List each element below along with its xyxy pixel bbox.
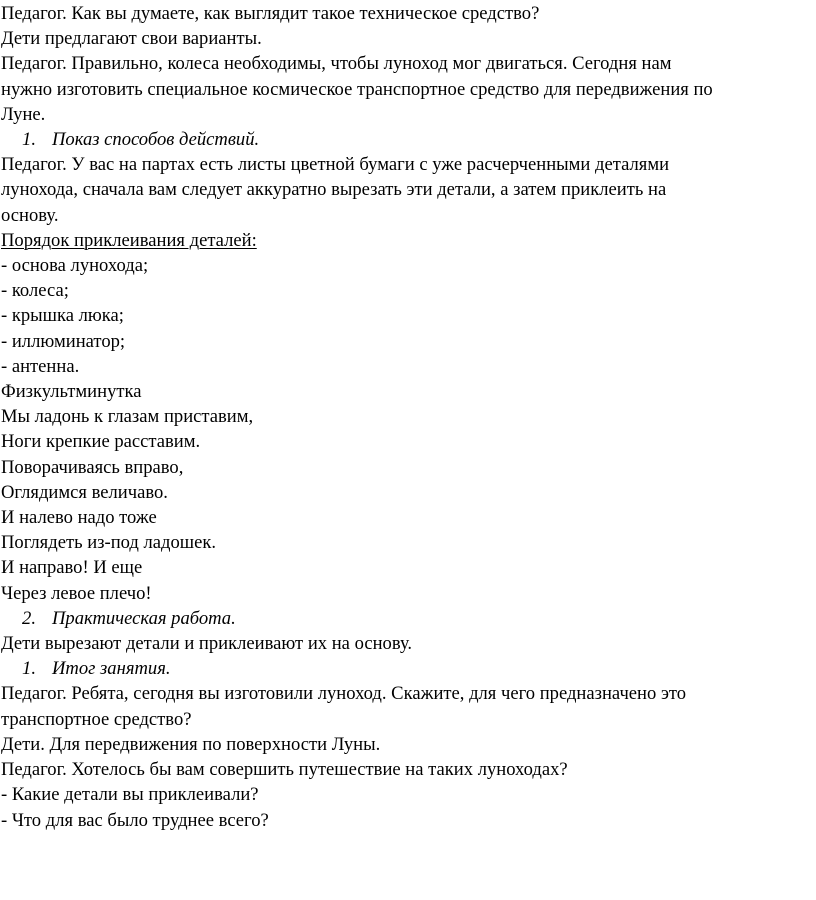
poem-line: Через левое плечо!: [1, 582, 152, 604]
poem-line: Ноги крепкие расставим.: [1, 431, 201, 453]
order-list-item: - антенна.: [1, 355, 80, 377]
order-heading: [1, 228, 813, 253]
paragraph-line: Дети предлагают свои варианты.: [1, 28, 262, 50]
paragraph-line: Педагог. Ребята, сегодня вы изготовили луноход. Скажите, для чего предназначено это: [1, 683, 687, 705]
paragraph-line: Дети. Для передвижения по поверхности Луны.: [1, 733, 381, 755]
order-heading-text: Порядок приклеивания деталей:: [1, 229, 257, 251]
paragraph-line: Педагог. Правильно, колеса необходимы, чтобы луноход мог двигаться. Сегодня нам: [1, 53, 672, 75]
paragraph-line: Педагог. У вас на партах есть листы цветной бумаги с уже расчерченными деталями: [1, 154, 670, 176]
section-heading-summary: [1, 656, 813, 681]
section-number: 1.: [22, 658, 36, 680]
order-list-item: - основа лунохода;: [1, 255, 149, 277]
section-number: 1.: [22, 129, 36, 151]
poem-line: И налево надо тоже: [1, 507, 157, 529]
paragraph-line: Педагог. Хотелось бы вам совершить путешествие на таких луноходах?: [1, 759, 568, 781]
order-list-item: - крышка люка;: [1, 305, 124, 327]
paragraph-line: Педагог. Как вы думаете, как выглядит такое техническое средство?: [1, 3, 540, 24]
order-list-item: - иллюминатор;: [1, 330, 126, 352]
section-number: 2.: [22, 607, 36, 629]
paragraph-line: Луне.: [1, 103, 46, 125]
question-line: - Что для вас было труднее всего?: [1, 809, 269, 831]
paragraph-line: транспортное средство?: [1, 708, 192, 730]
poem-line: Поворачиваясь вправо,: [1, 456, 184, 478]
poem-line: Мы ладонь к глазам приставим,: [1, 406, 254, 428]
section-title: Итог занятия.: [52, 658, 171, 680]
poem-title: Физкультминутка: [1, 381, 142, 403]
paragraph-line: лунохода, сначала вам следует аккуратно вырезать эти детали, а затем приклеить на: [1, 179, 667, 201]
paragraph-line: нужно изготовить специальное космическое транспортное средство для передвижения по: [1, 78, 713, 100]
poem-line: Поглядеть из-под ладошек.: [1, 532, 217, 554]
document-page: [1, 1, 813, 833]
section-heading-demonstration: [1, 127, 813, 152]
section-title: Практическая работа.: [52, 607, 236, 629]
order-list-item: - колеса;: [1, 280, 69, 302]
paragraph-line: основу.: [1, 204, 59, 226]
question-line: - Какие детали вы приклеивали?: [1, 784, 259, 806]
poem-line: Оглядимся величаво.: [1, 481, 168, 503]
section-title: Показ способов действий.: [52, 129, 260, 151]
paragraph-line: Дети вырезают детали и приклеивают их на основу.: [1, 633, 413, 655]
poem-line: И направо! И еще: [1, 557, 143, 579]
section-heading-practice: [1, 606, 813, 631]
